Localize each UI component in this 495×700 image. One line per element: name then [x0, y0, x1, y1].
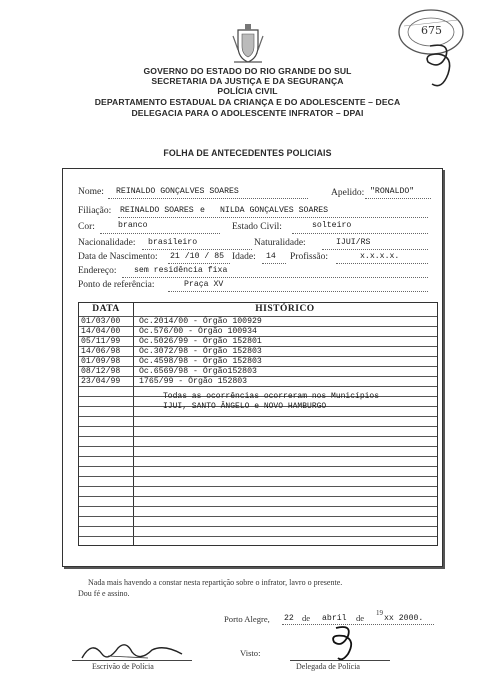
- naturalidade-value: IJUI/RS: [336, 238, 371, 247]
- naturalidade-label: Naturalidade:: [254, 238, 306, 248]
- document-title: FOLHA DE ANTECEDENTES POLICIAIS: [163, 148, 332, 158]
- table-row-4-historico: Oc.3072/98 - Órgão 152803: [139, 347, 262, 356]
- date-de-2: de: [356, 613, 365, 623]
- nascimento-value: 21 /10 / 85: [170, 252, 225, 261]
- table-row-1-data: 01/03/00: [81, 317, 121, 326]
- date-month: abril: [322, 614, 347, 623]
- idade-value: 14: [266, 252, 276, 261]
- delegada-label: Delegada de Polícia: [296, 662, 360, 671]
- filiacao-label: Filiação:: [78, 206, 112, 216]
- table-row-3-historico: Oc.5026/99 - Órgão 152801: [139, 337, 262, 346]
- nome-label: Nome:: [78, 187, 104, 197]
- stamp-number: 675: [421, 24, 442, 37]
- col-header-historico: HISTÓRICO: [255, 304, 315, 314]
- cor-label: Cor:: [78, 222, 95, 232]
- referencia-label: Ponto de referência:: [78, 280, 155, 290]
- nacionalidade-label: Nacionalidade:: [78, 238, 136, 248]
- table-row-5-data: 01/09/98: [81, 357, 121, 366]
- endereco-label: Endereço:: [78, 266, 117, 276]
- apelido-label: Apelido:: [331, 188, 365, 198]
- table-row-3-data: 05/11/99: [81, 337, 121, 346]
- header-line-department: DEPARTAMENTO ESTADUAL DA CRIANÇA E DO ADOLESCENTE – DECA: [94, 97, 401, 107]
- referencia-value: Praça XV: [184, 280, 224, 289]
- escrivao-label: Escrivão de Polícia: [92, 662, 154, 671]
- history-table: [78, 302, 438, 546]
- nacionalidade-value: brasileiro: [148, 238, 198, 247]
- nascimento-label: Data de Nascimento:: [78, 252, 158, 262]
- estado-civil-value: solteiro: [312, 221, 352, 230]
- filiacao-pai-value: REINALDO SOARES: [120, 206, 194, 215]
- header-line-secretariat: SECRETARIA DA JUSTIÇA E DA SEGURANÇA: [151, 76, 344, 86]
- table-row-7-data: 23/04/99: [81, 377, 121, 386]
- estado-civil-label: Estado Civil:: [232, 222, 282, 232]
- date-year-prefix: 19: [376, 609, 383, 617]
- profissao-label: Profissão:: [290, 252, 328, 262]
- table-row-7-historico: 1765/99 - Órgão 152803: [139, 377, 248, 386]
- delegada-signature-icon: [328, 622, 358, 664]
- table-note-line-1: Todas as ocorrências ocorreram nos Municípios: [163, 392, 380, 401]
- apelido-value: "RONALDO": [370, 187, 415, 196]
- cor-value: branco: [118, 221, 148, 230]
- nome-value: REINALDO GONÇALVES SOARES: [116, 187, 239, 196]
- table-row-2-data: 14/04/00: [81, 327, 121, 336]
- date-year: xx 2000.: [384, 614, 424, 623]
- endereco-value: sem residência fixa: [134, 266, 228, 275]
- header-line-government: GOVERNO DO ESTADO DO RIO GRANDE DO SUL: [143, 66, 352, 76]
- date-city: Porto Alegre,: [224, 614, 270, 624]
- header-line-police: POLÍCIA CIVIL: [217, 86, 278, 96]
- profissao-value: x.x.x.x.: [360, 252, 400, 261]
- idade-label: Idade:: [232, 252, 256, 262]
- visto-label: Visto:: [240, 648, 261, 658]
- table-note-line-2: IJUI, SANTO ÂNGELO e NOVO HAMBURGO: [163, 402, 327, 411]
- filiacao-conjunction: e: [200, 206, 205, 215]
- table-row-6-data: 08/12/98: [81, 367, 121, 376]
- date-day: 22: [284, 614, 294, 623]
- table-row-2-historico: Oc.576/00 - Órgão 100934: [139, 327, 257, 336]
- coat-of-arms-icon: [230, 22, 266, 66]
- closing-statement-line-2: Dou fé e assino.: [78, 589, 130, 598]
- date-de-1: de: [302, 613, 311, 623]
- table-row-4-data: 14/06/98: [81, 347, 121, 356]
- col-header-data: DATA: [92, 304, 120, 314]
- table-row-5-historico: Oc.4598/98 - Órgão 152803: [139, 357, 262, 366]
- closing-statement-line-1: Nada mais havendo a constar nesta repartição sobre o infrator, lavro o presente.: [88, 578, 343, 587]
- header-line-delegacia: DELEGACIA PARA O ADOLESCENTE INFRATOR – DPAI: [131, 108, 364, 118]
- filiacao-mae-value: NILDA GONÇALVES SOARES: [220, 206, 329, 215]
- table-row-1-historico: Oc.2014/00 - Órgão 100929: [139, 317, 262, 326]
- table-row-6-historico: Oc.6569/98 - Órgão152803: [139, 367, 257, 376]
